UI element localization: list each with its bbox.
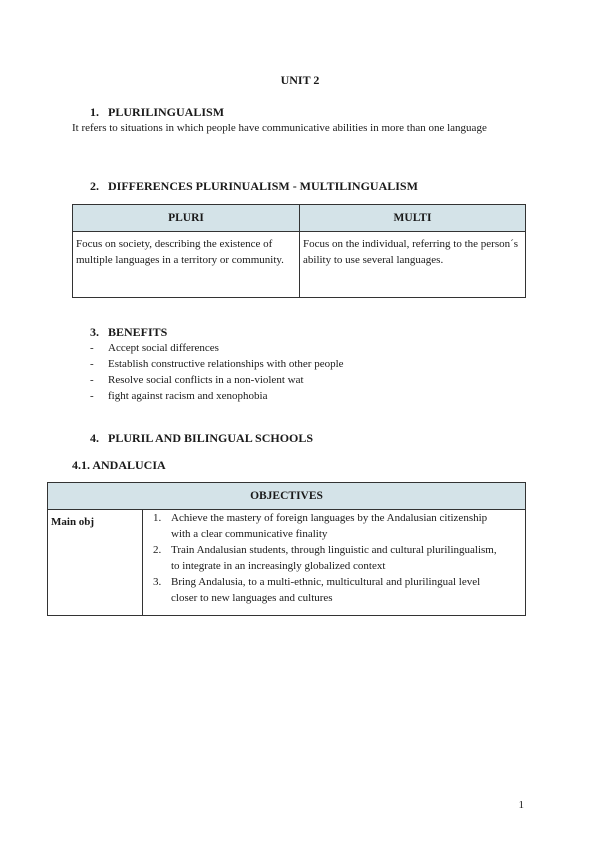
- bullet-dash: -: [90, 374, 94, 386]
- pluri-text: Focus on society, describing the existence of multiple languages in a territory or community.: [76, 238, 284, 266]
- section-2-number: 2.: [90, 179, 99, 193]
- list-item-text: Establish constructive relationships with other people: [108, 358, 344, 370]
- list-item: [143, 510, 507, 542]
- bullet-dash: -: [90, 342, 94, 354]
- list-item: [143, 574, 507, 606]
- benefits-list: [72, 340, 344, 404]
- section-3-title: BENEFITS: [108, 325, 168, 339]
- multi-header: MULTI: [300, 205, 526, 232]
- section-1-number: 1.: [90, 105, 99, 119]
- page-number: 1: [518, 799, 524, 811]
- list-item: [143, 542, 507, 574]
- item-number: 2.: [153, 544, 162, 556]
- objectives-table: [47, 482, 526, 616]
- section-1-body: It refers to situations in which people have communicative abilities in more than one language: [72, 122, 487, 134]
- list-item-text: Accept social differences: [108, 342, 219, 354]
- main-obj-label: Main obj: [51, 516, 95, 528]
- section-1-title: PLURILINGUALISM: [108, 105, 225, 119]
- section-2-heading: [90, 178, 418, 194]
- multi-text: Focus on the individual, referring to the person´s ability to use several languages.: [303, 238, 519, 266]
- objectives-cell: [143, 510, 526, 616]
- objectives-list: [143, 510, 525, 606]
- item-text: Bring Andalusia, to a multi-ethnic, multicultural and plurilingual level closer to new languages and cultures: [171, 576, 481, 604]
- pluri-cell: [73, 232, 300, 298]
- multi-cell: [300, 232, 526, 298]
- subsection-4-1-heading: 4.1. ANDALUCIA: [72, 458, 166, 472]
- bullet-dash: -: [90, 358, 94, 370]
- section-3-heading: [90, 324, 167, 340]
- section-1-heading: [90, 104, 224, 120]
- item-number: 3.: [153, 576, 162, 588]
- bullet-dash: -: [90, 390, 94, 402]
- section-4-heading: [90, 430, 313, 446]
- item-text: Train Andalusian students, through linguistic and cultural plurilingualism, to integrate in an increasingly globalized context: [171, 544, 497, 572]
- item-text: Achieve the mastery of foreign languages by the Andalusian citizenship with a clear communicative finality: [171, 512, 488, 540]
- list-item: [72, 356, 344, 372]
- list-item: [72, 388, 344, 404]
- section-4-number: 4.: [90, 431, 99, 445]
- list-item-text: Resolve social conflicts in a non-violent wat: [108, 374, 304, 386]
- objectives-header: OBJECTIVES: [48, 483, 526, 510]
- section-3-number: 3.: [90, 325, 99, 339]
- main-obj-cell: [48, 510, 143, 616]
- list-item: [72, 372, 344, 388]
- list-item-text: fight against racism and xenophobia: [108, 390, 268, 402]
- differences-table: [72, 204, 526, 298]
- list-item: [72, 340, 344, 356]
- section-2-title: DIFFERENCES PLURINUALISM - MULTILINGUALISM: [108, 179, 418, 193]
- pluri-header: PLURI: [73, 205, 300, 232]
- section-4-title: PLURIL AND BILINGUAL SCHOOLS: [108, 431, 314, 445]
- page-title: UNIT 2: [280, 73, 320, 87]
- item-number: 1.: [153, 512, 162, 524]
